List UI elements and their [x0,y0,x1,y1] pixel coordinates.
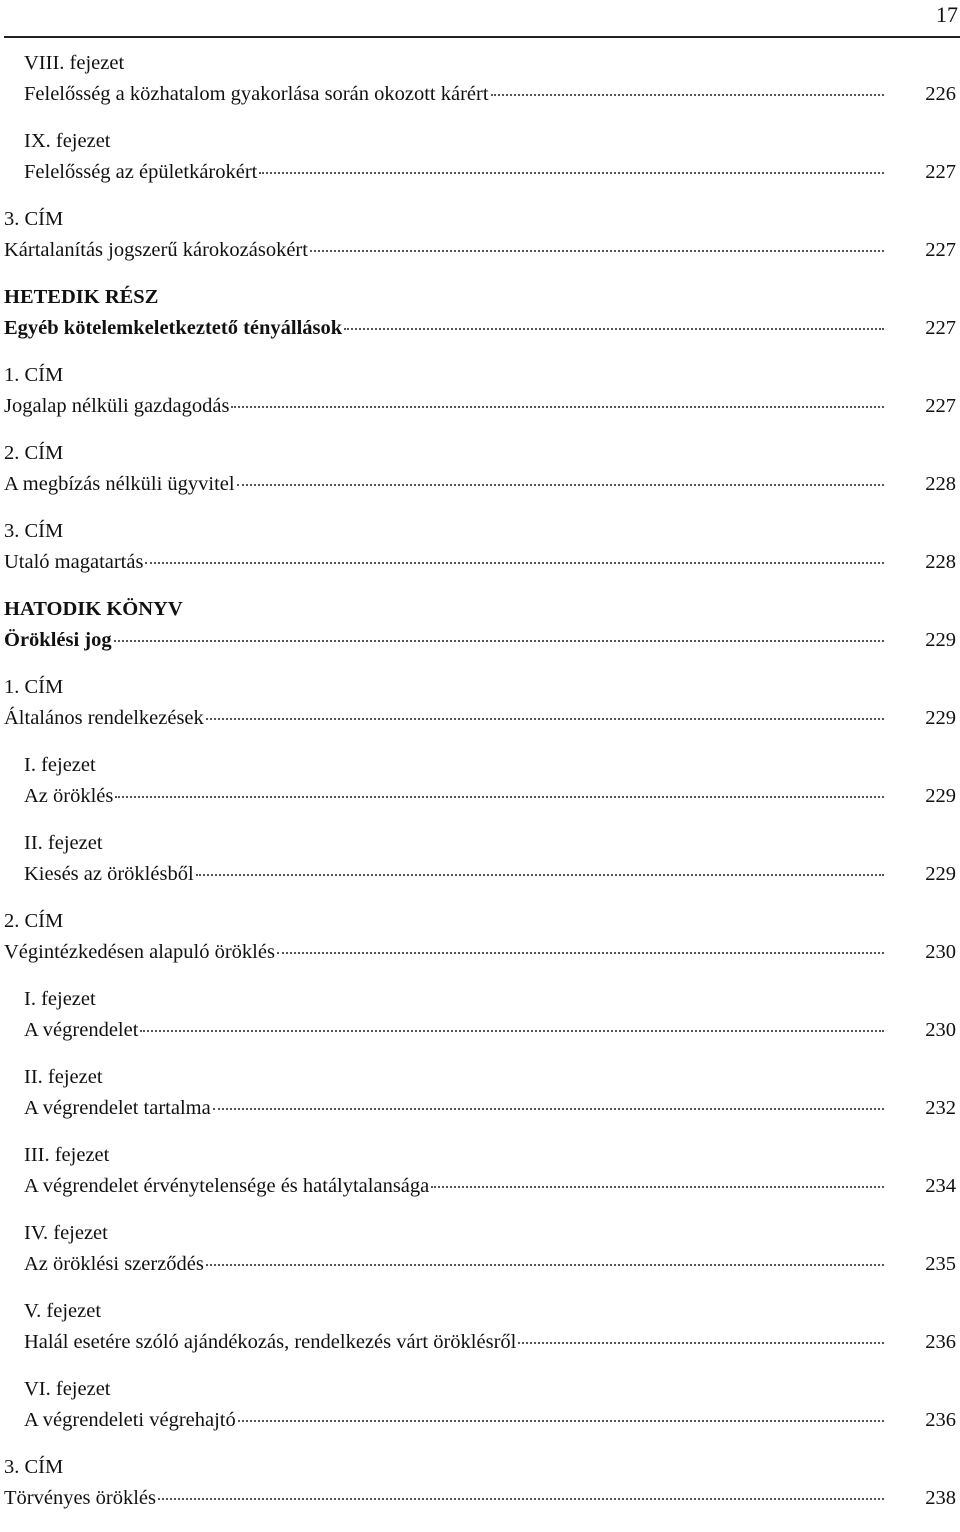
toc-entry-page-number: 229 [925,629,956,651]
toc-entry [4,50,956,128]
toc-entry-page-number: 228 [925,551,956,573]
toc-entry [4,1298,956,1376]
toc-entry-title: Öröklési jog [4,629,112,651]
dot-leader [237,462,884,486]
toc-entry-line [4,310,956,339]
toc-entry-page-number: 227 [925,395,956,417]
toc-entry [4,1142,956,1220]
toc-entry [4,128,956,206]
toc-entry-title: Törvényes öröklés [4,1487,156,1509]
toc-entry-line [24,1324,956,1353]
toc-entry-heading: 3. CÍM [4,208,64,230]
toc-entry-heading: VI. fejezet [24,1378,111,1400]
dot-leader [310,228,884,252]
dot-leader [238,1398,884,1422]
toc-entry-line [24,1402,956,1431]
dot-leader [196,852,884,876]
toc-entry-heading: II. fejezet [24,832,103,854]
toc-entry-line [4,388,956,417]
toc-entry-heading: IX. fejezet [24,130,111,152]
toc-entry [4,1220,956,1298]
toc-entry-title: Kiesés az öröklésből [24,863,194,885]
toc-entry-line [24,76,956,105]
toc-entry-line [4,934,956,963]
toc-entry-title: Felelősség az épületkárokért [24,161,258,183]
dot-leader [213,1086,884,1110]
toc-entry-page-number: 230 [925,941,956,963]
dot-leader [114,618,884,642]
toc-entry-line [24,1012,956,1041]
toc-entry-page-number: 227 [925,239,956,261]
toc-entry-heading: HETEDIK RÉSZ [4,286,159,308]
toc-entry-line [4,622,956,651]
toc-entry [4,1064,956,1142]
toc-entry-title: Utaló magatartás [4,551,144,573]
toc-entry-title: Az öröklés [24,785,114,807]
toc-entry-line [4,544,956,573]
toc-entry-title: Jogalap nélküli gazdagodás [4,395,230,417]
toc-entry-heading: VIII. fejezet [24,52,125,74]
toc-entry-heading: 3. CÍM [4,1456,64,1478]
toc-entry-line [24,154,956,183]
toc-entry [4,752,956,830]
toc-entry-title: Általános rendelkezések [4,707,204,729]
toc-entry-page-number: 236 [925,1331,956,1353]
toc-entry-title: Halál esetére szóló ajándékozás, rendelkezés várt öröklésről [24,1331,517,1353]
dot-leader [115,774,884,798]
toc-entry-line [24,1090,956,1119]
header-rule [4,36,960,38]
toc-entry-page-number: 232 [925,1097,956,1119]
toc-entry-page-number: 228 [925,473,956,495]
toc-entry-heading: HATODIK KÖNYV [4,598,183,620]
dot-leader [140,1008,884,1032]
toc-entry-line [24,1168,956,1197]
toc-entry [4,1454,956,1532]
dot-leader [206,696,884,720]
toc-entry-heading: 3. CÍM [4,520,64,542]
toc-entry-title: Felelősség a közhatalom gyakorlása során okozott kárért [24,83,489,105]
toc-entry-page-number: 238 [925,1487,956,1509]
toc-entry-page-number: 226 [925,83,956,105]
dot-leader [231,384,884,408]
toc-entry-title: Egyéb kötelemkeletkeztető tényállások [4,317,343,339]
toc-entry-title: Végintézkedésen alapuló öröklés [4,941,275,963]
toc-entry [4,206,956,284]
toc-entry-line [4,232,956,261]
toc-entry-page-number: 229 [925,863,956,885]
toc-entry [4,518,956,596]
toc-entry [4,596,956,674]
toc-entry-page-number: 229 [925,785,956,807]
dot-leader [518,1320,884,1344]
toc-entry-line [24,856,956,885]
toc-entry-heading: 1. CÍM [4,364,64,386]
toc-entry-page-number: 234 [925,1175,956,1197]
toc-entry-page-number: 236 [925,1409,956,1431]
toc-entry-heading: II. fejezet [24,1066,103,1088]
toc-entry-title: Az öröklési szerződés [24,1253,204,1275]
dot-leader [491,72,884,96]
toc-entry [4,284,956,362]
toc-entry [4,362,956,440]
toc-entry-title: Kártalanítás jogszerű károkozásokért [4,239,308,261]
toc-entry-heading: I. fejezet [24,754,96,776]
toc-entry-heading: IV. fejezet [24,1222,108,1244]
toc-entry-heading: 2. CÍM [4,910,64,932]
toc-entry-page-number: 229 [925,707,956,729]
toc-entry-title: A végrendelet [24,1019,139,1041]
toc-entry-line [4,700,956,729]
toc-entry-title: A végrendeleti végrehajtó [24,1409,236,1431]
dot-leader [277,930,884,954]
toc-entry-heading: 2. CÍM [4,442,64,464]
toc-entry-page-number: 227 [925,161,956,183]
toc-entry-line [4,466,956,495]
toc-entry-title: A végrendelet érvénytelensége és hatálytalansága [24,1175,430,1197]
toc-entry [4,830,956,908]
toc-entry-line [24,1246,956,1275]
page-number: 17 [936,2,958,27]
toc-entry [4,908,956,986]
dot-leader [259,150,884,174]
dot-leader [158,1476,884,1500]
dot-leader [431,1164,884,1188]
toc-entry-heading: I. fejezet [24,988,96,1010]
dot-leader [344,306,884,330]
toc-entry-heading: 1. CÍM [4,676,64,698]
toc-entry [4,674,956,752]
dot-leader [206,1242,884,1266]
toc-entry-heading: V. fejezet [24,1300,102,1322]
toc-entry-page-number: 227 [925,317,956,339]
toc-entry-title: A megbízás nélküli ügyvitel [4,473,235,495]
toc-entry-page-number: 230 [925,1019,956,1041]
toc-entry [4,986,956,1064]
toc-entry-line [4,1480,956,1509]
table-of-contents [4,50,956,1532]
toc-entry-line [24,778,956,807]
toc-entry-page-number: 235 [925,1253,956,1275]
toc-entry-heading: III. fejezet [24,1144,110,1166]
toc-entry [4,440,956,518]
dot-leader [145,540,884,564]
toc-entry-title: A végrendelet tartalma [24,1097,211,1119]
toc-entry [4,1376,956,1454]
